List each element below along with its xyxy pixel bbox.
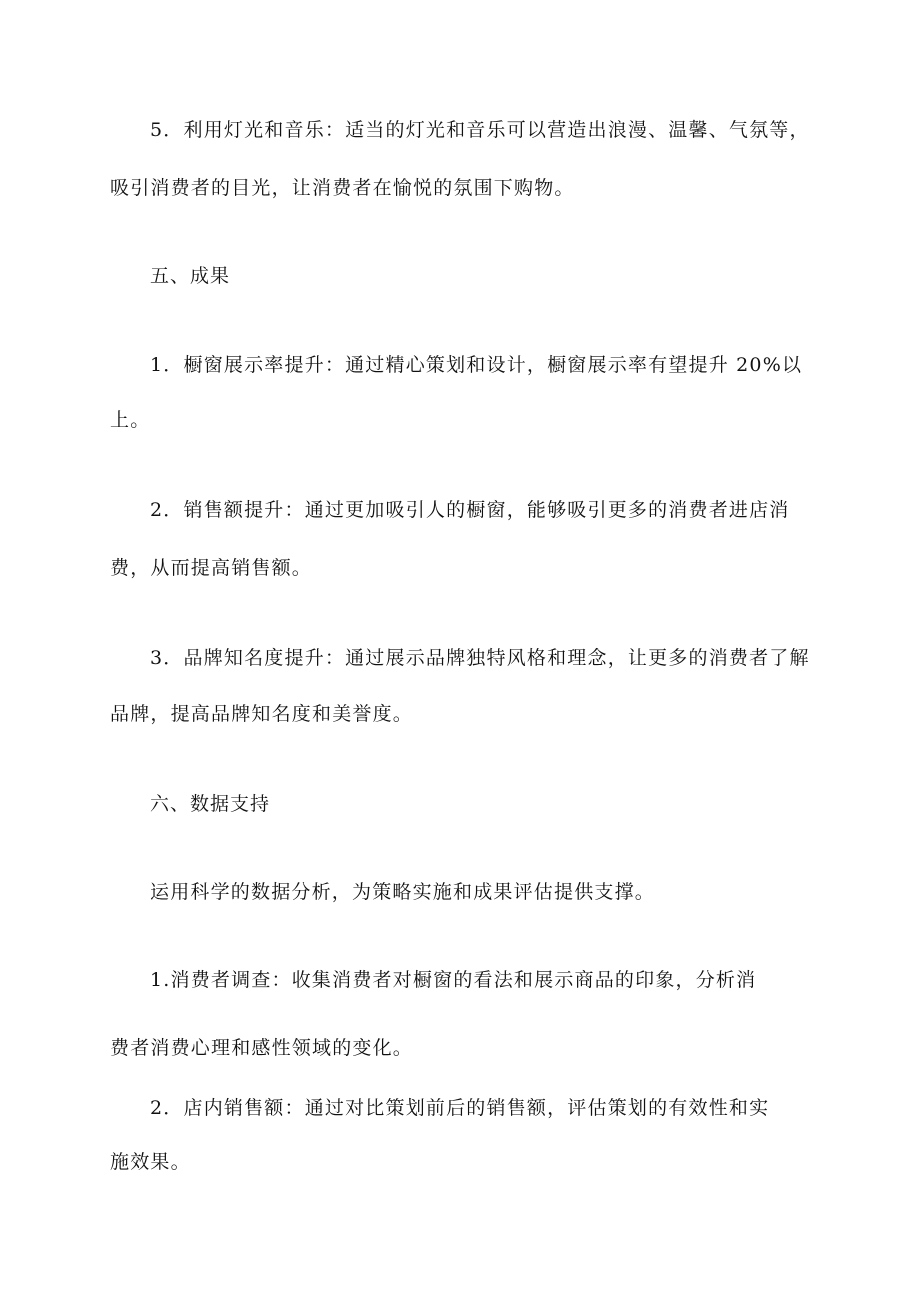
data1-line1: 1.消费者调查：收集消费者对橱窗的看法和展示商品的印象，分析消 xyxy=(150,969,757,991)
data2-line1: 2．店内销售额：通过对比策划前后的销售额，评估策划的有效性和实 xyxy=(150,1097,770,1119)
result1-line2: 上。 xyxy=(110,409,151,431)
data1-line2: 费者消费心理和感性领域的变化。 xyxy=(110,1037,414,1059)
section5-heading: 五、成果 xyxy=(150,265,231,287)
result3-line1: 3．品牌知名度提升：通过展示品牌独特风格和理念，让更多的消费者了解 xyxy=(150,647,810,669)
section6-intro: 运用科学的数据分析，为策略实施和成果评估提供支撑。 xyxy=(150,881,656,903)
item5-line1: 5．利用灯光和音乐：适当的灯光和音乐可以营造出浪漫、温馨、气氛等， xyxy=(150,119,810,141)
data2-line2: 施效果。 xyxy=(110,1151,191,1173)
result3-line2: 品牌，提高品牌知名度和美誉度。 xyxy=(110,703,414,725)
section6-heading: 六、数据支持 xyxy=(150,793,271,815)
item5-line2: 吸引消费者的目光，让消费者在愉悦的氛围下购物。 xyxy=(110,177,575,199)
result1-line1: 1．橱窗展示率提升：通过精心策划和设计，橱窗展示率有望提升 20%以 xyxy=(150,354,803,376)
result2-line1: 2．销售额提升：通过更加吸引人的橱窗，能够吸引更多的消费者进店消 xyxy=(150,499,790,521)
result2-line2: 费，从而提高销售额。 xyxy=(110,557,313,579)
